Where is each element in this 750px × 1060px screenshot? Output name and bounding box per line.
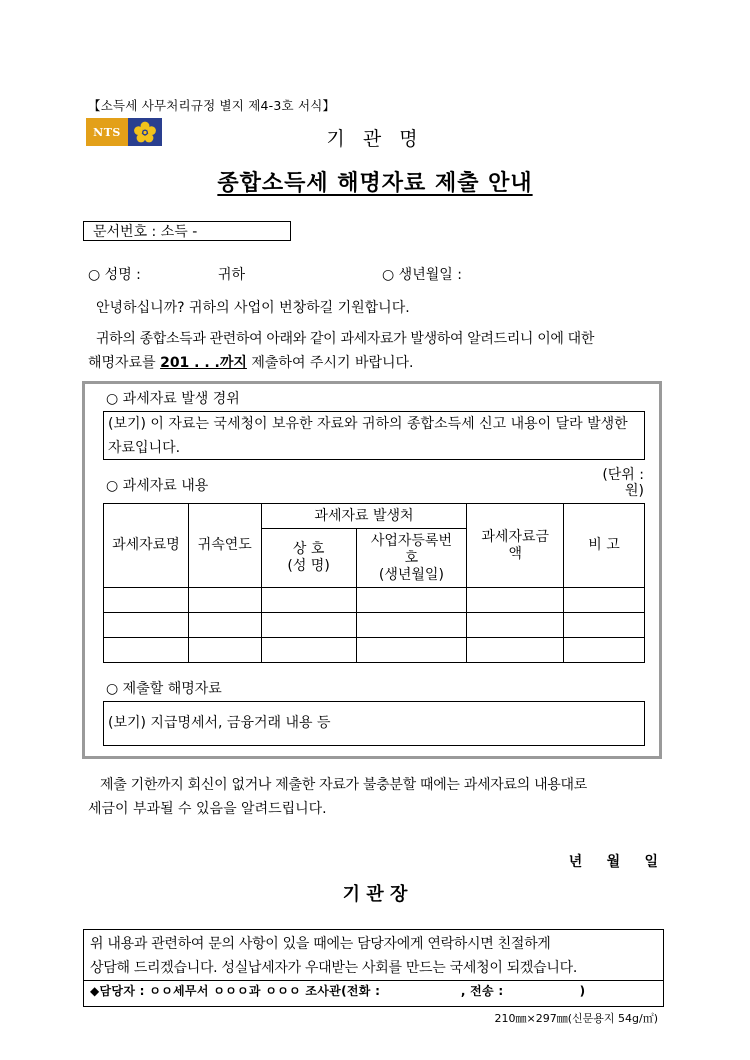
- recipient-honorific: 귀하: [218, 267, 246, 283]
- header-amount-1: 과세자료금: [481, 528, 550, 545]
- cell[interactable]: [104, 588, 189, 613]
- cell[interactable]: [564, 588, 645, 613]
- cell[interactable]: [104, 613, 189, 638]
- submit-example-box: (보기) 지급명세서, 금융거래 내용 등: [103, 701, 645, 746]
- cell[interactable]: [467, 588, 564, 613]
- cell[interactable]: [564, 638, 645, 663]
- inquiry-line-1: 위 내용과 관련하여 문의 사항이 있을 때에는 담당자에게 연락하시면 친절하게: [90, 936, 551, 952]
- head-of-office: 기 관 장: [342, 884, 408, 905]
- header-remarks: 비 고: [564, 504, 645, 588]
- body-line-2-post: 제출하여 주시기 바랍니다.: [246, 355, 414, 371]
- header-trade-name-2: (성 명): [287, 558, 330, 574]
- date-line: 년 월 일: [568, 854, 658, 870]
- closing-paragraph: [88, 773, 660, 821]
- body-line-2: [88, 351, 660, 375]
- document-title-text: 종합소득세 해명자료 제출 안내: [217, 171, 533, 196]
- body-line-1: 귀하의 종합소득과 관련하여 아래와 같이 과세자료가 발생하여 알려드리니 이에 대한: [96, 331, 594, 347]
- cell[interactable]: [104, 638, 189, 663]
- inquiry-line-2: 상담해 드리겠습니다. 성실납세자가 우대받는 사회를 만드는 국세청이 되겠습니다.: [90, 960, 577, 976]
- header-biz-no-1: 사업자등록번: [370, 532, 452, 549]
- section-submit-title: ○ 제출할 해명자료: [106, 681, 222, 697]
- table-row: [104, 638, 645, 663]
- logo-text: NTS: [86, 118, 128, 146]
- cell[interactable]: [261, 638, 356, 663]
- header-trade-name-1: 상 호: [292, 541, 325, 557]
- table-row: [104, 613, 645, 638]
- form-reference: 【소득세 사무처리규정 별지 제4-3호 서식】: [88, 98, 336, 113]
- header-biz-no: [356, 529, 467, 588]
- cell[interactable]: [467, 638, 564, 663]
- closing-line-2: 세금이 부과될 수 있음을 알려드립니다.: [88, 801, 327, 817]
- body-paragraph: [88, 327, 660, 375]
- recipient-name-label: ○ 성명 :: [88, 267, 141, 283]
- document-title: [0, 166, 750, 197]
- cell[interactable]: [356, 588, 467, 613]
- cell[interactable]: [356, 638, 467, 663]
- section-origin-title: ○ 과세자료 발생 경위: [106, 391, 240, 407]
- unit-note: [588, 467, 644, 499]
- tax-data-table: [103, 503, 645, 663]
- header-year: 귀속연도: [188, 504, 261, 588]
- cell[interactable]: [188, 613, 261, 638]
- inquiry-box: [83, 929, 664, 1007]
- header-trade-name: [261, 529, 356, 588]
- cell[interactable]: [467, 613, 564, 638]
- header-amount-2: 액: [508, 545, 522, 562]
- divider: [84, 980, 663, 981]
- body-line-2-pre: 해명자료를: [88, 355, 161, 371]
- document-number-box: 문서번호 : 소득 -: [83, 221, 291, 241]
- deadline: 201 . . .까지: [160, 355, 247, 371]
- section-content-title: ○ 과세자료 내용: [106, 478, 209, 494]
- header-amount: [467, 504, 564, 588]
- paper-spec: 210㎜×297㎜(신문용지 54g/㎡): [494, 1012, 658, 1025]
- cell[interactable]: [564, 613, 645, 638]
- cell[interactable]: [261, 613, 356, 638]
- agency-name: 기 관 명: [326, 128, 424, 150]
- unit-line-2: 원): [625, 483, 644, 499]
- header-biz-no-2: 호: [404, 549, 419, 566]
- inquiry-text: [90, 932, 577, 980]
- header-source-group: 과세자료 발생처: [261, 504, 467, 529]
- header-name: 과세자료명: [104, 504, 189, 588]
- table-row: [104, 588, 645, 613]
- origin-example-box: (보기) 이 자료는 국세청이 보유한 자료와 귀하의 종합소득세 신고 내용이 달라 발생한 자료입니다.: [103, 411, 645, 460]
- cell[interactable]: [188, 638, 261, 663]
- cell[interactable]: [188, 588, 261, 613]
- greeting: 안녕하십니까? 귀하의 사업이 번창하길 기원합니다.: [96, 300, 410, 316]
- birthdate-label: ○ 생년월일 :: [382, 267, 462, 283]
- cell[interactable]: [261, 588, 356, 613]
- unit-line-1: (단위 :: [602, 467, 644, 483]
- header-biz-no-3: (생년월일): [378, 566, 444, 583]
- closing-line-1: 제출 기한까지 회신이 없거나 제출한 자료가 불충분할 때에는 과세자료의 내용대로: [100, 777, 587, 793]
- contact-line: ◆담당자 : ㅇㅇ세무서 ㅇㅇㅇ과 ㅇㅇㅇ 조사관(전화 : , 전송 : ): [90, 984, 586, 998]
- cell[interactable]: [356, 613, 467, 638]
